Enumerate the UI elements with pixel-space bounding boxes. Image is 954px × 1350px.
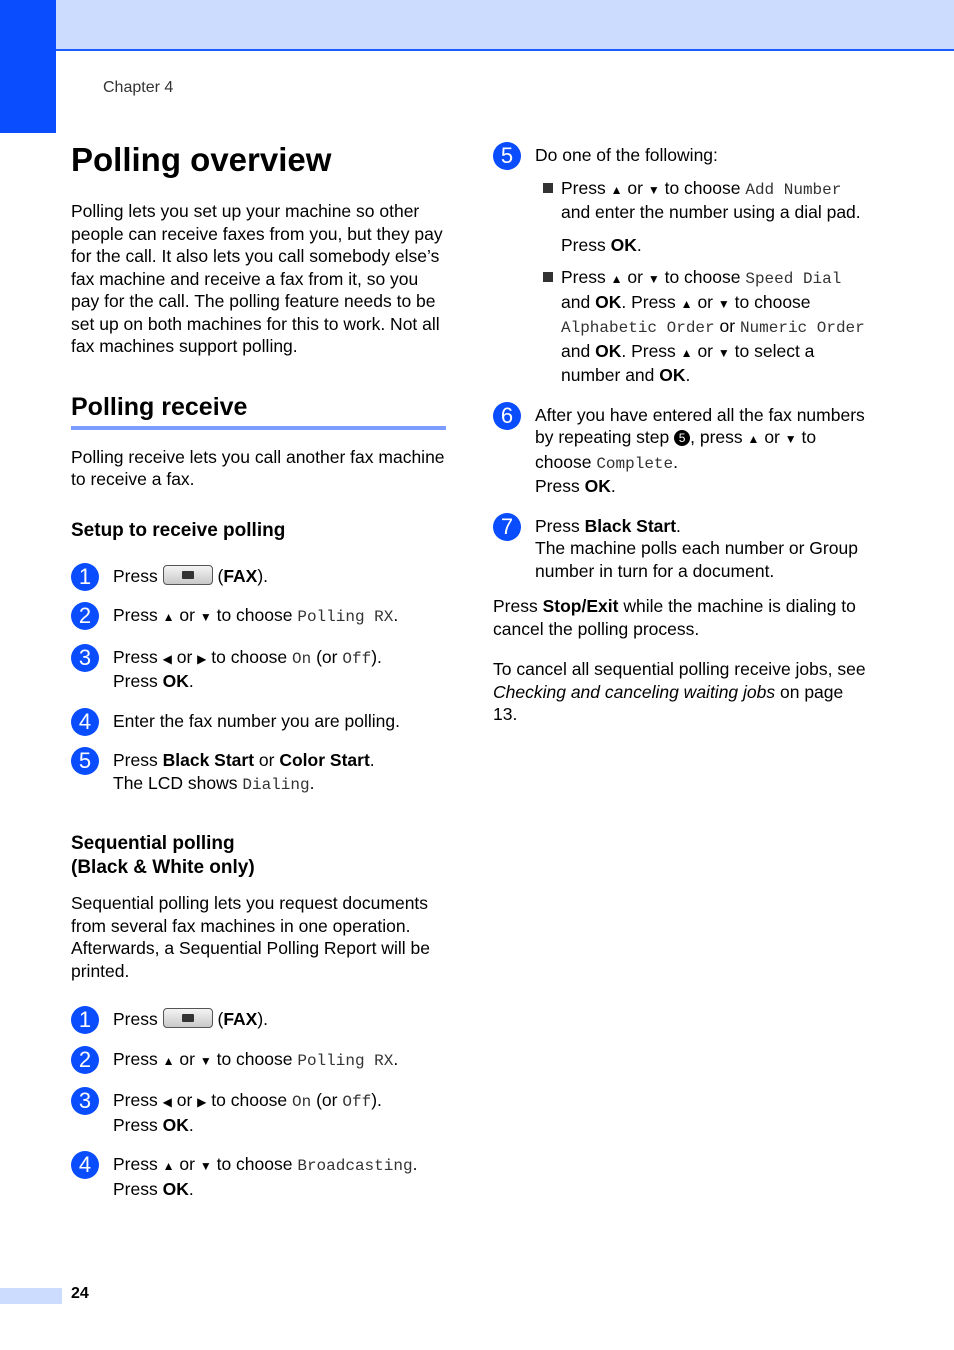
step: 3 Press ◀ or ▶ to choose On (or Off). Press OK. (71, 1089, 446, 1136)
right-arrow-icon: ▶ (197, 651, 207, 666)
heading-sequential-polling: Sequential polling (Black & White only) (71, 833, 255, 878)
page-number: 24 (71, 1285, 89, 1302)
down-arrow-icon: ▼ (647, 272, 660, 286)
up-arrow-icon: ▲ (162, 1159, 175, 1173)
heading-setup-receive: Setup to receive polling (71, 519, 286, 541)
heading-polling-overview: Polling overview (71, 141, 332, 178)
option-item: Press ▲ or ▼ to choose Add Number and enter the number using a dial pad. Press OK. (535, 177, 868, 257)
receive-paragraph: Polling receive lets you call another fax machine to receive a fax. (71, 446, 445, 489)
down-arrow-icon: ▼ (717, 296, 730, 311)
down-arrow-icon: ▼ (647, 182, 660, 197)
step-number: 6 (493, 402, 521, 430)
up-arrow-icon: ▲ (610, 182, 623, 197)
step: 4 Enter the fax number you are polling. (71, 710, 446, 733)
step-number: 4 (71, 1151, 99, 1179)
down-arrow-icon: ▼ (199, 1053, 212, 1068)
step: 5 Press Black Start or Color Start. The LCD shows Dialing. (71, 749, 446, 796)
step: 2 Press ▲ or ▼ to choose Polling RX. (71, 1048, 446, 1073)
step: 4 Press ▲ or ▼ to choose Broadcasting. Press OK. (71, 1153, 446, 1200)
sequential-steps (71, 1008, 446, 1200)
top-bar (0, 0, 954, 51)
down-arrow-icon: ▼ (717, 345, 730, 360)
up-arrow-icon: ▲ (680, 345, 693, 360)
right-arrow-icon: ▶ (197, 1095, 207, 1109)
step: 5 Do one of the following: Press ▲ or ▼ to choose Add Number and enter the number using a dial pad. Press OK. Press ▲ or ▼ to choose Speed Dial and OK. Press ▲ or ▼ to choose Alphabetic Order or Numeric Order and OK. Press ▲ or ▼ to select a number and OK. (493, 140, 868, 387)
up-arrow-icon: ▲ (162, 610, 175, 624)
left-column (71, 140, 446, 1217)
fax-button-icon (163, 1008, 213, 1028)
page-number-bar (0, 1288, 62, 1304)
step-reference-icon: 5 (674, 430, 690, 446)
step: 3 Press ◀ or ▶ to choose On (or Off). Press OK. (71, 646, 446, 693)
down-arrow-icon: ▼ (784, 432, 797, 446)
up-arrow-icon: ▲ (610, 272, 623, 286)
sequential-paragraph: Sequential polling lets you request documents from several fax machines in one operation. Afterwards, a Sequential Polling Report will be printed. (71, 893, 430, 981)
sequential-steps-continued (493, 140, 868, 582)
cancel-paragraph: To cancel all sequential polling receive jobs, see Checking and canceling waiting jobs on page 13. (493, 659, 866, 724)
up-arrow-icon: ▲ (747, 432, 760, 446)
chapter-label: Chapter 4 (103, 79, 174, 96)
step: 6 After you have entered all the fax numbers by repeating step 5 , press ▲ or ▼ to choose Complete. Press OK. (493, 404, 868, 498)
heading-polling-receive: Polling receive (71, 392, 446, 430)
chapter-tab (0, 0, 56, 133)
step-number: 1 (71, 563, 99, 591)
step-number: 2 (71, 602, 99, 630)
fax-button-icon (163, 565, 213, 585)
right-column (493, 140, 868, 744)
step-number: 5 (71, 747, 99, 775)
left-arrow-icon: ◀ (162, 1095, 172, 1109)
step: 1 Press (FAX). (71, 1008, 446, 1031)
step-number: 5 (493, 142, 521, 170)
setup-steps (71, 565, 446, 797)
step-number: 3 (71, 644, 99, 672)
step-number: 4 (71, 708, 99, 736)
step-number: 2 (71, 1046, 99, 1074)
left-arrow-icon: ◀ (162, 651, 172, 666)
cancel-link[interactable]: Checking and canceling waiting jobs (493, 681, 776, 702)
down-arrow-icon: ▼ (199, 610, 212, 624)
step: 1 Press (FAX). (71, 565, 446, 588)
step-number: 1 (71, 1006, 99, 1034)
option-list (535, 177, 868, 387)
step-number: 7 (493, 513, 521, 541)
up-arrow-icon: ▲ (162, 1053, 175, 1068)
overview-paragraph: Polling lets you set up your machine so other people can receive faxes from you, but they pay for the call. It also lets you call somebody else’s fax machine and receive a fax from it, so you pay for the call. The polling feature needs to be set up on both machines for this to work. Not all fax machines support polling. (71, 201, 443, 356)
down-arrow-icon: ▼ (199, 1159, 212, 1173)
up-arrow-icon: ▲ (680, 296, 693, 311)
step: 7 Press Black Start. The machine polls each number or Group number in turn for a document. (493, 515, 868, 583)
option-item: Press ▲ or ▼ to choose Speed Dial and OK. Press ▲ or ▼ to choose Alphabetic Order or Numeric Order and OK. Press ▲ or ▼ to select a number and OK. (535, 266, 868, 387)
step-number: 3 (71, 1087, 99, 1115)
step: 2 Press ▲ or ▼ to choose Polling RX. (71, 604, 446, 629)
stop-paragraph: Press Stop/Exit while the machine is dialing to cancel the polling process. (493, 596, 856, 639)
